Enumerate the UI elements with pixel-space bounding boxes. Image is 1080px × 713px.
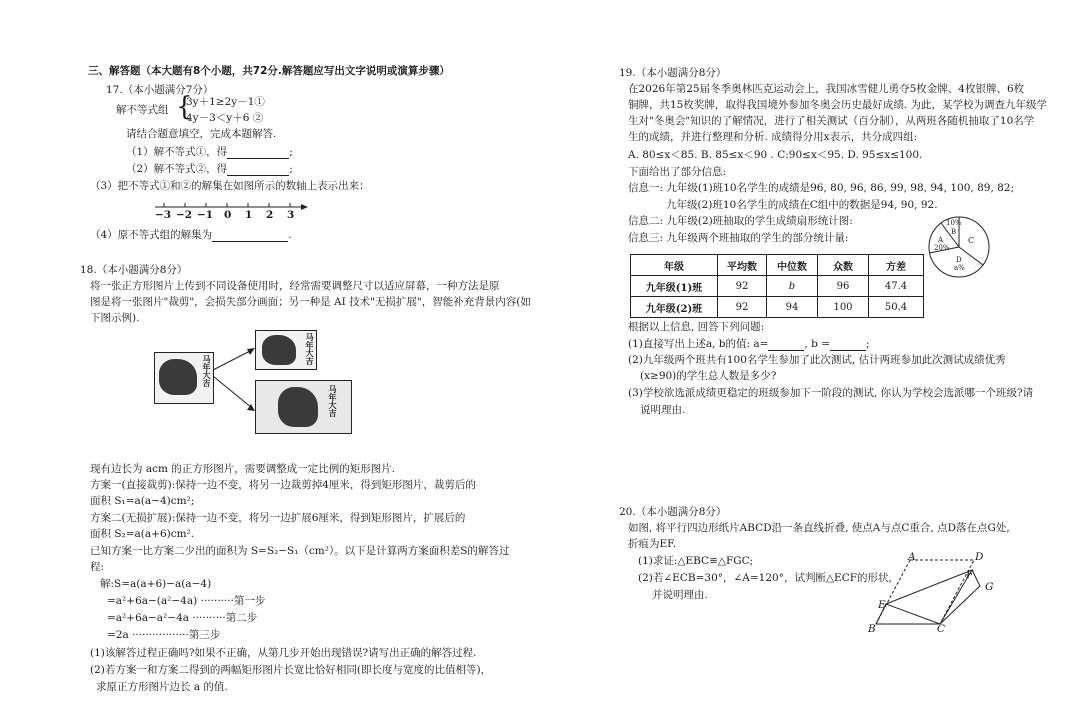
point-b-label: B: [868, 623, 876, 635]
info-one-b: 九年级(2)班10名学生的成绩在C组中的数据是94, 90, 92.: [666, 199, 938, 211]
original-square-image: [154, 352, 214, 404]
q19-line3: 生对"冬奥会"知识的了解情况，进行了相关测试（百分制），从两班各随机抽取了10名学: [628, 115, 1035, 127]
q20-part2-cont: 并说明理由.: [652, 589, 708, 601]
q18-line3: 下图示例).: [90, 312, 140, 324]
column-header: 方差: [869, 255, 924, 276]
tick-label: 1: [245, 209, 253, 221]
q19-line4: 生的成绩，并进行整理和分析. 成绩得分用x表示，共分成四组:: [628, 131, 918, 143]
table-cell: 94: [767, 297, 818, 318]
table-cell: b: [767, 276, 818, 297]
row-header: 九年级(1)班: [631, 276, 718, 297]
q18-a1: 现有边长为 acm 的正方形图片，需要调整成一定比例的矩形图片.: [90, 463, 396, 475]
table-cell: 92: [718, 276, 767, 297]
q18-question2-cont: 求原正方形图片边长 a 的值.: [96, 681, 228, 693]
number-line-ticks: [164, 203, 290, 207]
q19-line1: 在2026年第25届冬季奥林匹克运动会上，我国冰雪健儿勇夺5枚金牌、4枚银牌、6枚: [628, 83, 1025, 95]
pie-b-pct: 10%: [946, 219, 962, 227]
q18-a7: 程:: [90, 561, 105, 573]
solution-step3: =2a ·················第三步: [107, 629, 221, 641]
q17-part2: （2）解不等式②，得 ;: [126, 163, 293, 175]
q17-intro: 解不等式组: [116, 104, 169, 116]
column-header: 年级: [631, 255, 718, 276]
pie-b-label: B: [951, 228, 957, 236]
table-row: [631, 297, 924, 318]
info-three: 信息三: 九年级两个班抽取的学生的部分统计量:: [628, 232, 849, 244]
transform-arrows: [212, 340, 256, 420]
q17-ineq2: 4y－3＜y＋6 ②: [186, 112, 264, 124]
q19-part3: (3)学校欲选派成绩更稳定的班级参加下一阶段的测试, 你认为学校会选派哪一个班级?请: [628, 387, 1034, 399]
tick-label: 3: [287, 209, 295, 221]
table-cell: 96: [818, 276, 869, 297]
q18-a5: 面积 S₂=a(a+6)cm².: [90, 528, 195, 540]
q19-line2: 铜牌，共15枚奖牌，取得我国境外参加冬奥会历史最好成绩. 为此，某学校为调查九年级学: [628, 99, 1048, 111]
point-g-label: G: [985, 581, 994, 593]
q19-part3-cont: 说明理由.: [640, 404, 686, 416]
q18-a6: 已知方案一比方案二少出的面积为 S=S₂−S₁（cm²）。以下是计算两方案面积差S的解答过: [90, 545, 510, 557]
row-header: 九年级(2)班: [631, 297, 718, 318]
q19-part1: (1)直接写出上述a, b的值: a= , b = ;: [628, 338, 870, 350]
horse-papercut-icon: [159, 359, 197, 395]
q17-part4: （4）原不等式组的解集为 .: [90, 229, 292, 241]
point-d-label: D: [975, 551, 984, 563]
point-e-label: E: [878, 599, 886, 611]
q19-groups: A. 80≤x＜85. B. 85≤x＜90 . C:90≤x＜95. D. 95≤x≤100.: [628, 149, 923, 161]
cropped-image: [255, 330, 317, 370]
q17-ineq1: 3y＋1≥2y－1①: [186, 96, 265, 108]
q18-a2: 方案一(直接裁剪):保持一边不变，将另一边裁剪掉4厘米，得到矩形图片，裁剪后的: [90, 479, 476, 491]
q17-prompt: 请结合题意填空，完成本题解答.: [126, 128, 277, 140]
q17-part3: （3）把不等式①和②的解集在如图所示的数轴上表示出来：: [90, 180, 370, 192]
system-brace: {: [176, 92, 193, 122]
table-row: [631, 276, 924, 297]
q19-title: 19.（本小题满分8分）: [619, 67, 727, 79]
column-header: 众数: [818, 255, 869, 276]
point-c-label: C: [937, 623, 946, 635]
q18-a3: 面积 S₁=a(a−4)cm²;: [90, 495, 195, 507]
pie-d-label: D: [956, 256, 962, 264]
table-cell: 47.4: [869, 276, 924, 297]
tick-label: 2: [266, 209, 274, 221]
point-a-label: A: [908, 551, 916, 563]
statistics-table: [630, 254, 924, 318]
info-two: 信息二: 九年级(2)班抽取的学生成绩扇形统计图:: [628, 215, 853, 227]
tick-label: −1: [197, 209, 214, 221]
table-cell: 92: [718, 297, 767, 318]
table-cell: 100: [818, 297, 869, 318]
horse-papercut-icon: [278, 387, 318, 427]
q19-part2: (2)九年级两个班共有100名学生参加了此次测试, 估计两班参加此次测试成绩优秀: [628, 354, 1006, 366]
horse-papercut-icon: [262, 335, 296, 365]
table-cell: 50.4: [869, 297, 924, 318]
q20-line2: 折痕为EF.: [628, 538, 677, 550]
q18-a4: 方案二(无损扩展):保持一边不变，将另一边扩展6厘米，得到矩形图片，扩展后的: [90, 512, 466, 524]
column-header: 平均数: [718, 255, 767, 276]
q18-line2: 图是将一张图片"裁剪"，会损失部分画面；另一种是 AI 技术"无损扩展"，智能补充背景内容(如: [90, 296, 531, 308]
q19-answer-prompt: 根据以上信息, 回答下列问题:: [628, 321, 765, 333]
pie-a-pct: 20%: [934, 244, 950, 252]
q20-title: 20.（本小题满分8分）: [619, 506, 727, 518]
q20-part2: (2)若∠ECB=30°，∠A=120°，试判断△ECF的形状,: [638, 572, 892, 584]
pie-c-label: C: [968, 236, 975, 245]
point-f-label: F: [966, 569, 974, 581]
q19-line6: 下面给出了部分信息:: [628, 166, 727, 178]
tick-label: −3: [155, 209, 172, 221]
q19-part2-cont: (x≥90)的学生总人数是多少?: [640, 370, 777, 382]
column-header: 中位数: [767, 255, 818, 276]
q20-line1: 如图, 将平行四边形纸片ABCD沿一条直线折叠, 使点A与点C重合, 点D落在点G处,: [628, 522, 1010, 534]
pie-a-label: A: [938, 236, 944, 244]
tick-label: 0: [224, 209, 232, 221]
q18-line1: 将一张正方形图片上传到不同设备使用时，经常需要调整尺寸以适应屏幕，一种方法是原: [90, 280, 500, 292]
expanded-image: [255, 380, 352, 434]
q18-title: 18.（本小题满分8分）: [80, 264, 188, 276]
solution-step1: =a²+6a−(a²−4a) ··········第一步: [107, 595, 266, 607]
blessing-text: 马年大吉: [328, 385, 338, 417]
q18-question2: (2)若方案一和方案二得到的两幅矩形图片长宽比恰好相同(即长度与宽度的比值相等)，: [90, 664, 492, 676]
solution-step0: 解:S=a(a+6)−a(a−4): [100, 578, 212, 590]
table-header-row: [631, 255, 924, 276]
q20-part1: (1)求证:△EBC≌△FGC;: [638, 555, 754, 567]
q17-title: 17.（本小题满分7分）: [106, 84, 214, 96]
solution-step2: =a²+6a−a²−4a ··········第二步: [107, 612, 258, 624]
blessing-text: 马年大吉: [202, 355, 212, 387]
blessing-text: 马年大吉: [305, 333, 315, 365]
tick-label: −2: [176, 209, 193, 221]
info-one: 信息一: 九年级(1)班10名学生的成绩是96, 80, 96, 86, 99, 98, 94, 100, 89, 82;: [628, 182, 1015, 194]
pie-d-pct: a%: [954, 264, 965, 272]
q18-question1: (1)该解答过程正确吗?如果不正确，从第几步开始出现错误?请写出正确的解答过程.: [90, 647, 477, 659]
section-heading: 三、解答题（本大题有8个小题，共72分.解答题应写出文字说明或演算步骤）: [88, 65, 450, 77]
q17-part1: （1）解不等式①，得 ;: [126, 146, 293, 158]
